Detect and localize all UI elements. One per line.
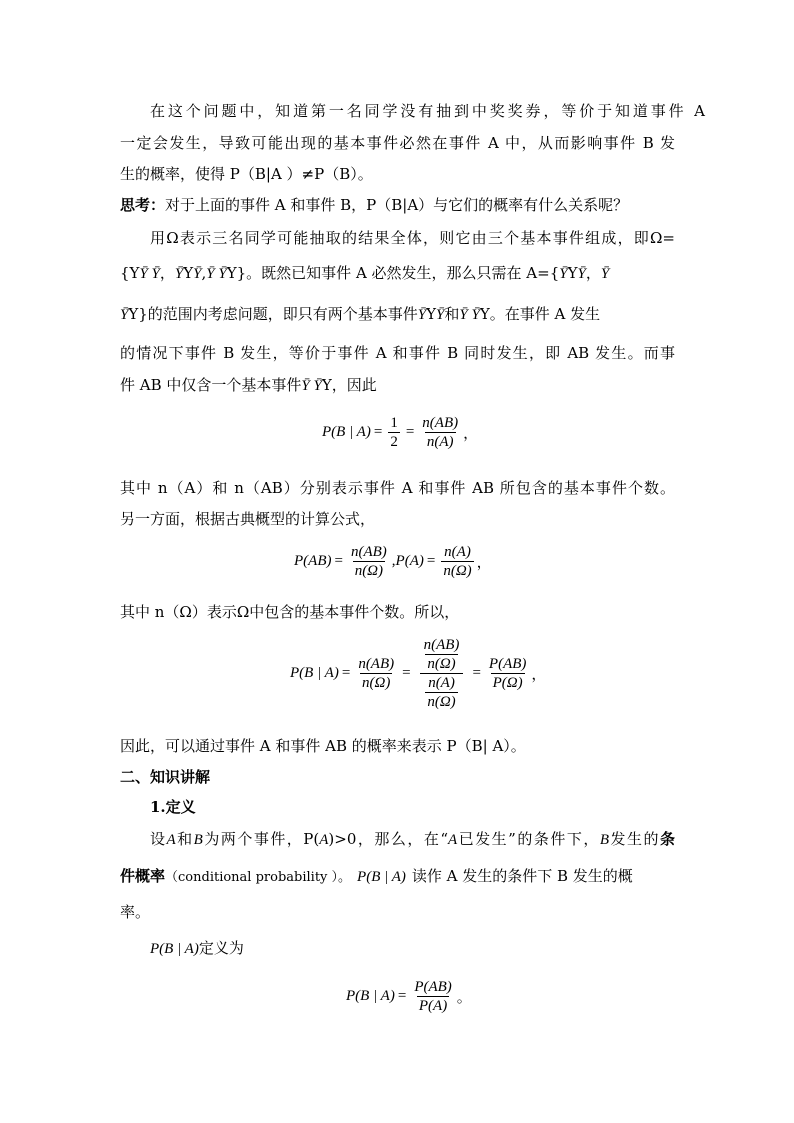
comma: ， (585, 264, 601, 282)
think-label: 思考： (120, 196, 166, 214)
fraction: $\frac{n(AB)}{n(\Omega)}$ (350, 544, 387, 579)
para5-line1: 因此，可以通过事件 A 和事件 AB 的概率来表示 P（B| A）。 (120, 737, 526, 755)
event-ybar: Ȳ (174, 266, 184, 282)
event-ybar: Ȳ (436, 307, 445, 323)
definition-line1: 设A和B为两个事件，P(A)>0，那么，在“A已发生”的条件下，B发生的条 (150, 830, 675, 848)
fraction: $\frac{P(AB)}{P(A)}$ (414, 979, 452, 1014)
event-ybar: Ȳ (417, 307, 427, 323)
period: 。 (456, 990, 472, 1006)
event-y: Y (567, 264, 578, 282)
para2-text: Y。在事件 A 发生 (479, 305, 601, 323)
definition-line3: 率。 (120, 903, 151, 921)
think-text: 对于上面的事件 A 和事件 B，P（B|A）与它们的概率有什么关系呢？ (165, 196, 629, 214)
event-ybar: Ȳ (120, 307, 129, 323)
comma: ， (476, 555, 492, 571)
equation-2 (294, 543, 492, 580)
event-y: Y (426, 305, 437, 323)
set-close: Y} (226, 264, 247, 282)
eq2-lhs1: P(AB) (294, 553, 332, 569)
equals-sign: = (397, 988, 407, 1004)
eq2-lhs2: P(A) (395, 553, 424, 569)
fraction: $\frac{n(A)}{n(\Omega)}$ (443, 544, 472, 579)
comma: ， (463, 426, 479, 442)
para1-line1: 在这个问题中，知道第一名同学没有抽到中奖奖券，等价于知道事件 A (150, 102, 705, 120)
term-english: （conditional probability ）。 (165, 870, 352, 885)
para3-line1: 其中 n（A）和 n（AB）分别表示事件 A 和事件 AB 所包含的基本事件个数。 (120, 479, 675, 497)
section-title: 二、知识讲解 (120, 768, 211, 786)
definition-line2: 件概率（conditional probability ）。 P(B | A) 读作 A 发生的条件下 B 发生的概 (120, 867, 633, 885)
equals-sign: = (405, 424, 415, 440)
para1-line2: 一定会发生，导致可能出现的基本事件必然在事件 A 中，从而影响事件 B 发 (120, 134, 675, 152)
para1-line3: 生的概率，使得 P（B|A ）≠P（B）。 (120, 165, 373, 183)
comma: , (391, 553, 396, 569)
equals-sign: = (373, 424, 383, 440)
comma: , (201, 264, 207, 282)
comma: ， (159, 264, 175, 282)
term-bold: 件概率 (120, 867, 166, 885)
para2-text: Y}的范围内考虑问题，即只有两个基本事件 (128, 305, 418, 323)
fraction: $\frac{1}{2}$ (390, 415, 398, 450)
equals-sign: = (426, 553, 436, 569)
event-ybar: Ȳ (600, 266, 610, 282)
para2-line1: 用Ω表示三名同学可能抽取的结果全体，则它由三个基本事件组成，即Ω= (150, 229, 675, 247)
fraction: $\frac{P(AB)}{P(\Omega)}$ (488, 656, 527, 691)
para2-line3 (120, 304, 675, 325)
para4-line1: 其中 n（Ω）表示Ω中包含的基本事件个数。所以， (120, 603, 460, 621)
event-ybar: Ȳ (193, 266, 202, 282)
math-inline: P(B | A) (150, 941, 199, 957)
para2-text: Y，因此 (321, 376, 377, 394)
equation-4 (346, 978, 472, 1015)
eq4-lhs: P(B | A) (346, 988, 395, 1004)
para2-text: 。既然已知事件 A 必然发生，那么只需在 A={ (246, 264, 560, 282)
compound-fraction: $\frac{\frac{n(AB)}{n(\Omega)}}{\frac{n(A)}{n(\Omega)}}$ (417, 636, 467, 711)
comma: ， (531, 667, 547, 683)
set-open: {Y (120, 264, 140, 282)
event-ybar: Ȳ (559, 266, 568, 282)
eq1-lhs: P(B | A) (322, 424, 371, 440)
event-ybar-ybar: Ȳ Ȳ (459, 307, 480, 323)
event-ybar: Ȳ (577, 266, 586, 282)
para2-text: 件 AB 中仅含一个基本事件 (120, 376, 302, 394)
equals-sign: = (334, 553, 343, 569)
subsection-title: 1.定义 (150, 798, 196, 816)
para2-line5 (120, 375, 675, 396)
equation-1 (322, 414, 478, 451)
math-inline: P(B | A) (357, 869, 406, 885)
equals-sign: = (472, 665, 481, 681)
event-ybar-ybar: Ȳ Ȳ (139, 266, 160, 282)
conj-and: 和 (444, 305, 460, 323)
definition-intro: P(B | A)定义为 (150, 939, 244, 957)
para3-line2: 另一方面，根据古典概型的计算公式， (120, 510, 376, 528)
fraction: $\frac{n(AB)}{n(A)}$ (422, 415, 459, 450)
event-ybar-ybar: Ȳ Ȳ (301, 378, 322, 394)
term-bold: 条 (659, 830, 675, 848)
event-ybar-ybar: Ȳ Ȳ (206, 266, 227, 282)
eq3-lhs: P(B | A) (290, 665, 339, 681)
fraction: $\frac{n(AB)}{n(\Omega)}$ (358, 656, 395, 691)
para2-line4: 的情况下事件 B 发生，等价于事件 A 和事件 B 同时发生，即 AB 发生。而事 (120, 344, 675, 362)
equation-3 (290, 636, 546, 711)
para2-line2 (120, 263, 675, 284)
event-y: Y (183, 264, 194, 282)
equals-sign: = (341, 665, 351, 681)
equals-sign: = (402, 665, 411, 681)
think-line (120, 195, 675, 215)
